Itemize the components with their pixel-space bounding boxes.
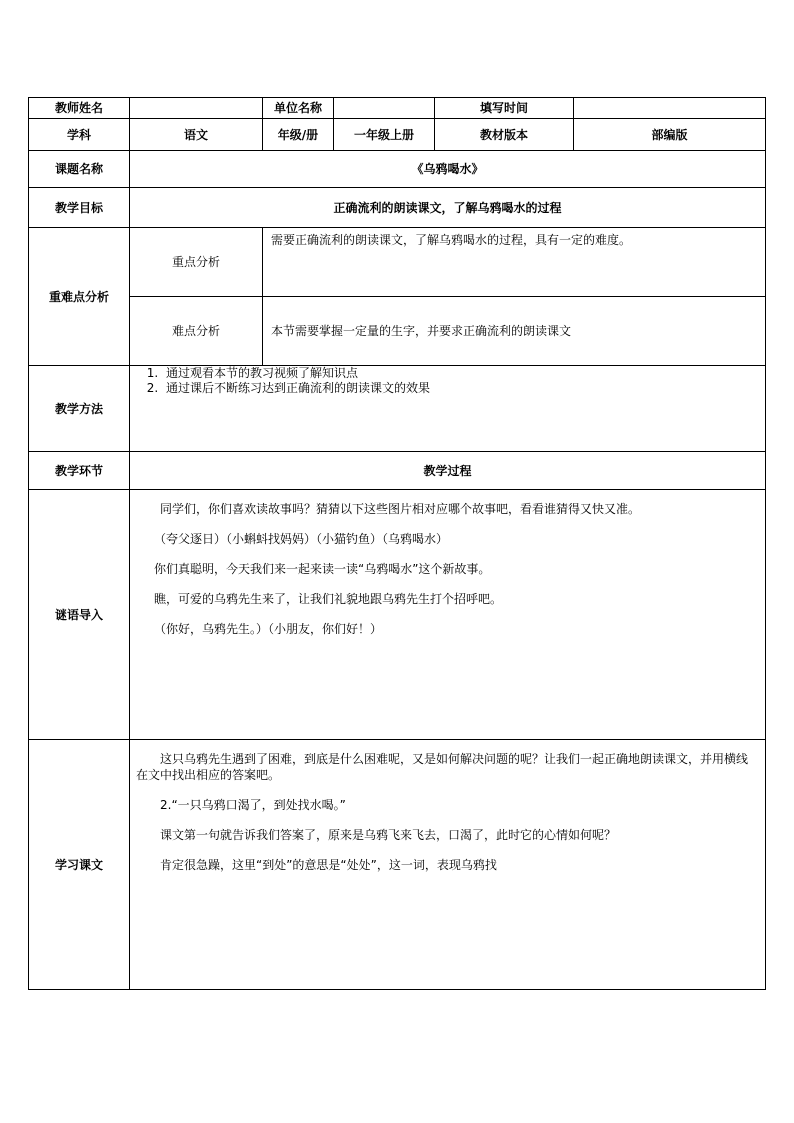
edition-value: 部编版 xyxy=(574,119,766,151)
key-point-label: 重点分析 xyxy=(130,228,263,297)
process-step-label: 教学环节 xyxy=(29,452,130,490)
key-point-text: 需要正确流利的朗读课文，了解乌鸦喝水的过程，具有一定的难度。 xyxy=(263,228,766,297)
hard-point-row xyxy=(29,297,766,366)
intro-paragraph: 你们真聪明，今天我们来一起来读一读“乌鸦喝水”这个新故事。 xyxy=(154,562,491,576)
intro-row xyxy=(29,490,766,740)
grade-label: 年级/册 xyxy=(263,119,334,151)
subject-label: 学科 xyxy=(29,119,130,151)
topic-label: 课题名称 xyxy=(29,151,130,188)
key-point-row xyxy=(29,228,766,297)
method-list xyxy=(130,366,765,396)
intro-label: 谜语导入 xyxy=(29,490,130,740)
study-label: 学习课文 xyxy=(29,740,130,990)
study-row xyxy=(29,740,766,990)
goal-value: 正确流利的朗读课文，了解乌鸦喝水的过程 xyxy=(130,188,766,228)
study-paragraph: 课文第一句就告诉我们答案了，原来是乌鸦飞来飞去，口渴了，此时它的心情如何呢？ xyxy=(160,828,617,842)
goal-label: 教学目标 xyxy=(29,188,130,228)
intro-paragraph: 同学们，你们喜欢读故事吗？猜猜以下这些图片相对应哪个故事吧，看看谁猜得又快又准。 xyxy=(160,502,641,516)
fill-date-value xyxy=(574,98,766,119)
topic-value: 《乌鸦喝水》 xyxy=(130,151,766,188)
intro-paragraph: 瞧，可爱的乌鸦先生来了，让我们礼貌地跟乌鸦先生打个招呼吧。 xyxy=(154,592,503,606)
study-paragraph: 这只乌鸦先生遇到了困难，到底是什么困难呢，又是如何解决问题的呢？让我们一起正确地朗读课文，并用横线在文中找出相应的答案吧。 xyxy=(136,752,749,782)
header-row-2 xyxy=(29,119,766,151)
method-item: 1. 通过观看本节的教习视频了解知识点 xyxy=(162,366,765,381)
intro-paragraph: （你好，乌鸦先生。）（小朋友，你们好！） xyxy=(154,622,383,636)
study-content xyxy=(130,740,766,990)
method-label: 教学方法 xyxy=(29,366,130,452)
study-paragraph: 肯定很急躁，这里“到处”的意思是“处处”，这一词，表现乌鸦找 xyxy=(160,858,497,872)
teacher-name-value xyxy=(130,98,263,119)
unit-name-label: 单位名称 xyxy=(263,98,334,119)
fill-date-label: 填写时间 xyxy=(435,98,574,119)
hard-point-label: 难点分析 xyxy=(130,297,263,366)
method-cell xyxy=(130,366,766,452)
subject-value: 语文 xyxy=(130,119,263,151)
process-header-value: 教学过程 xyxy=(130,452,766,490)
grade-value: 一年级上册 xyxy=(334,119,435,151)
teacher-name-label: 教师姓名 xyxy=(29,98,130,119)
lesson-plan-table xyxy=(28,97,766,990)
hard-point-text: 本节需要掌握一定量的生字，并要求正确流利的朗读课文 xyxy=(263,297,766,366)
difficulty-label: 重难点分析 xyxy=(29,228,130,366)
edition-label: 教材版本 xyxy=(435,119,574,151)
study-paragraph: 2.“一只乌鸦口渴了，到处找水喝。” xyxy=(160,798,346,812)
method-row xyxy=(29,366,766,452)
topic-row xyxy=(29,151,766,188)
intro-paragraph: （夸父逐日）（小蝌蚪找妈妈）（小猫钓鱼）（乌鸦喝水） xyxy=(154,532,449,546)
method-item: 2. 通过课后不断练习达到正确流利的朗读课文的效果 xyxy=(162,381,765,396)
unit-name-value xyxy=(334,98,435,119)
header-row-1 xyxy=(29,98,766,119)
goal-row xyxy=(29,188,766,228)
intro-content xyxy=(130,490,766,740)
process-header-row xyxy=(29,452,766,490)
